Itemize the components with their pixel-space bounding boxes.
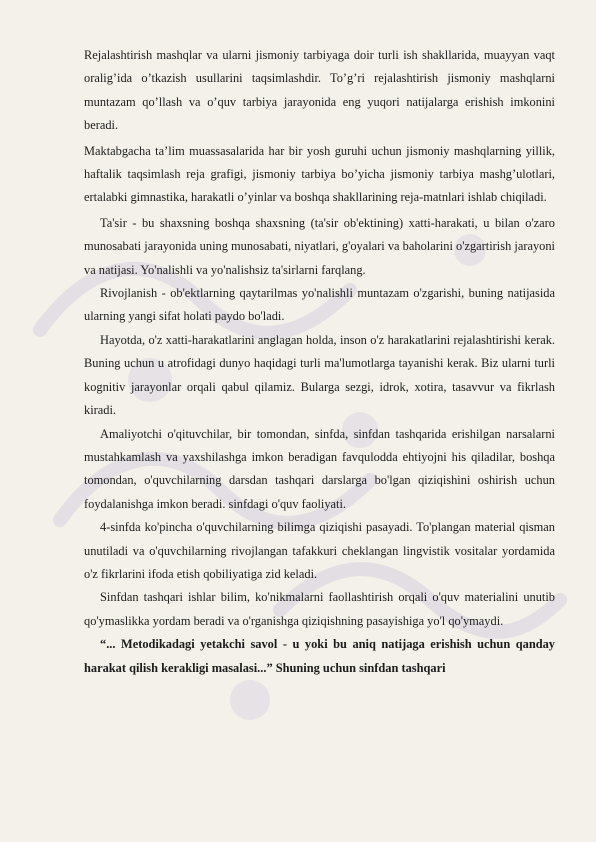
paragraph-metodikadagi: “... Metodikadagi yetakchi savol - u yoki bu aniq natijaga erishish uchun qanday harakat qilish kerakligi masalasi...” Shuning uchun sinfdan tashqari	[84, 637, 555, 675]
paragraph-tasir: Ta'sir - bu shaxsning boshqa shaxsning (ta'sir ob'ektining) xatti-harakati, u bilan o'zaro munosabati jarayonida uning munosabati, niyatlari, g'oyalari va baholarini o'zgartirish jarayoni va natijasi. Yo'nalishli va yo'nalishsiz ta'sirlarni farqlang.	[84, 215, 555, 277]
paragraph-sinfdan-tashqari: Sinfdan tashqari ishlar bilim, ko'nikmalarni faollashtirish orqali o'quv materialini unutib qo'ymaslikka yordam beradi va o'rganishga qiziqishning pasayishiga yo'l qo'ymaydi.	[84, 590, 555, 628]
paragraph-amaliyotchi: Amaliyotchi o'qituvchilar, bir tomondan, sinfda, sinfdan tashqarida erishilgan narsalarni mustahkamlash va yaxshilashga imkon beradigan favqulodda ehtiyojni his qiladilar, boshqa tomondan, o'quvchilarning darsdan tashqari darslarga bo'lgan qiziqishini oshirish uchun foydalanishga imkon beradi. sinfdagi o'quv faoliyati.	[84, 426, 555, 511]
document-body	[84, 44, 555, 680]
paragraph-maktabgacha: Maktabgacha ta’lim muassasalarida har bir yosh guruhi uchun jismoniy mashqlarning yillik, haftalik taqsimlash reja grafigi, jismoniy tarbiya bo’yicha jismoniy tarbiya mashg’ulotlari, ertalabki gimnastika, harakatli o’yinlar va boshqa shakllarining reja-matnlari ishlab chiqiladi.	[84, 143, 555, 205]
paragraph-rejalashtirish: Rejalashtirish mashqlar va ularni jismoniy tarbiyaga doir turli ish shakllarida, muayyan vaqt oralig’ida o’tkazish usullarini taqsimlashdir. To’g’ri rejalashtirish jismoniy mashqlarni muntazam qo’llash va o’quv tarbiya jarayonida eng yuqori natijalarga erishish imkonini beradi.	[84, 48, 555, 133]
watermark-blob	[230, 680, 270, 720]
paragraph-hayotda: Hayotda, o'z xatti-harakatlarini anglagan holda, inson o'z harakatlarini rejalashtirishi kerak. Buning uchun u atrofidagi dunyo haqidagi turli ma'lumotlarga tayanishi kerak. Biz ularni turli kognitiv jarayonlar orqali qabul qilamiz. Bularga sezgi, idrok, xotira, tasavvur va fikrlash kiradi.	[84, 332, 555, 418]
paragraph-rivojlanish: Rivojlanish - ob'ektlarning qaytarilmas yo'nalishli muntazam o'zgarishi, buning natijasida ularning yangi sifat holati paydo bo'ladi.	[84, 286, 555, 324]
paragraph-4-sinfda: 4-sinfda ko'pincha o'quvchilarning bilimga qiziqishi pasayadi. To'plangan material qisman unutiladi va o'quvchilarning rivojlangan tafakkuri cheklangan lingvistik vositalar yordamida o'z fikrlarini ifoda etish qobiliyatiga zid keladi.	[84, 520, 555, 581]
